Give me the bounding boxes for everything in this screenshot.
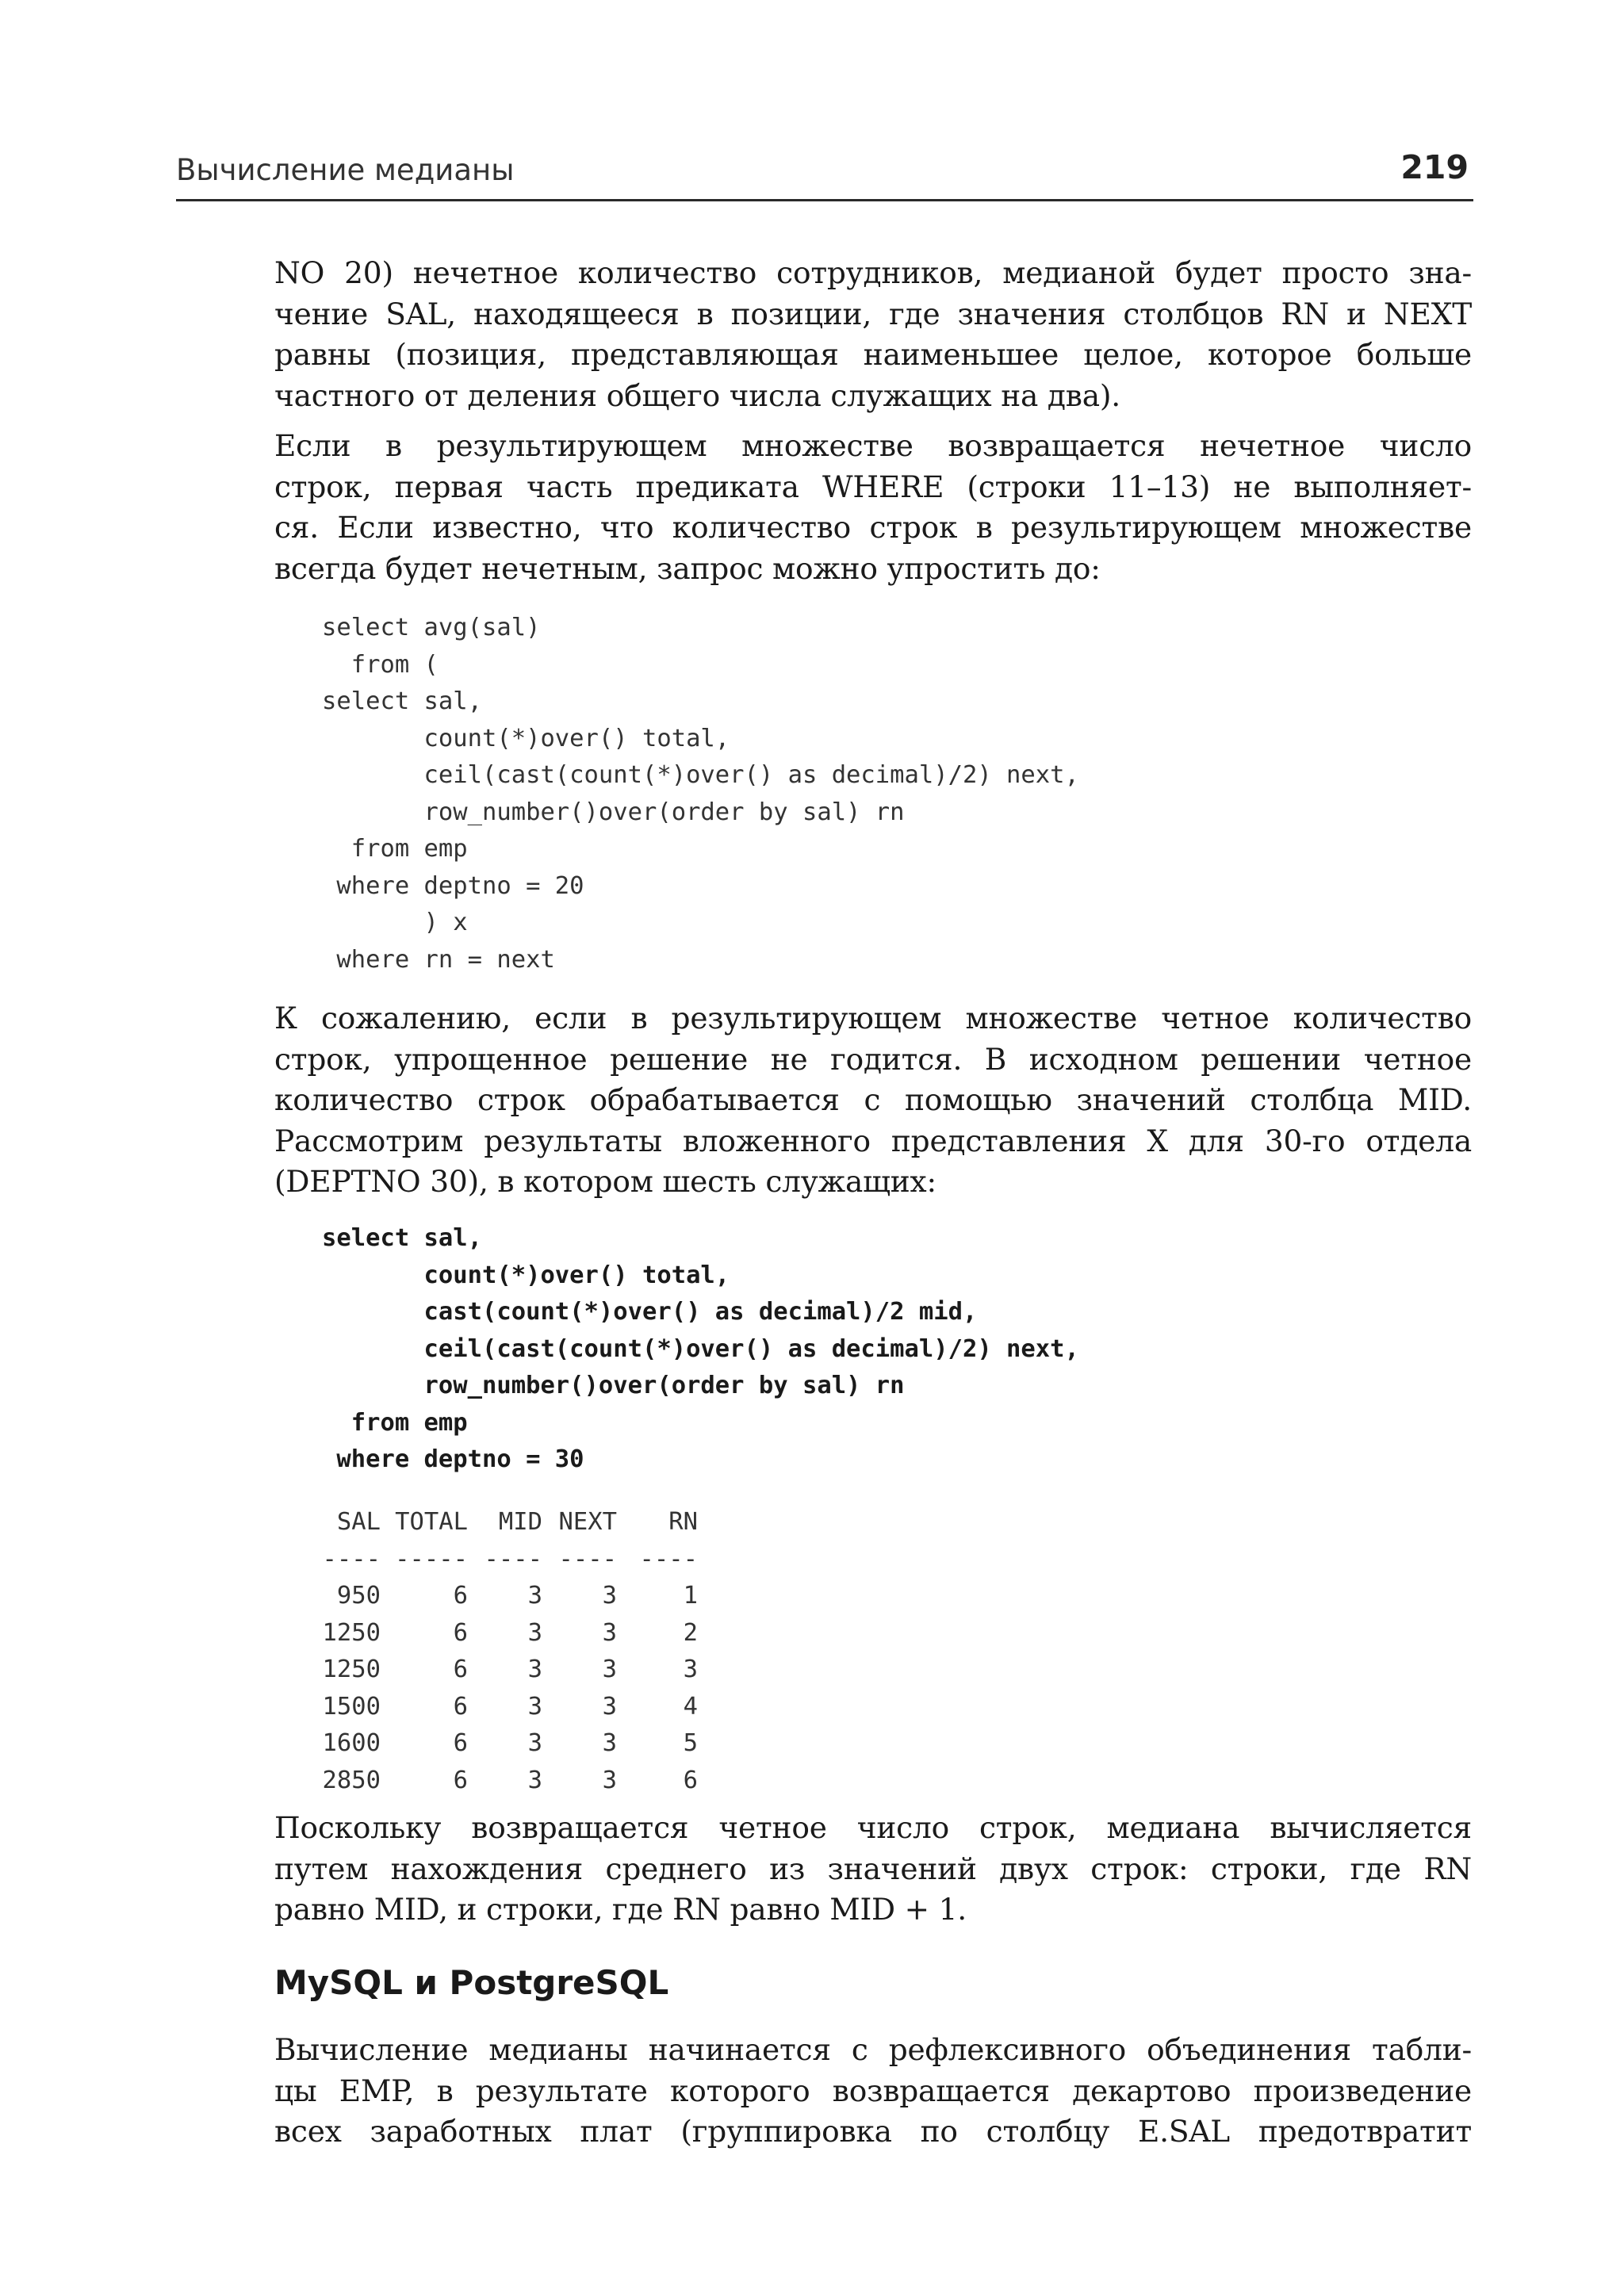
paragraph-4	[274, 1808, 1472, 1931]
paragraph-2	[274, 426, 1472, 589]
table-cell: 6	[453, 1582, 468, 1610]
table-cell: 3	[527, 1582, 542, 1610]
column-header: TOTAL	[395, 1508, 468, 1536]
table-row	[322, 1763, 698, 1800]
table-cell: 3	[527, 1692, 542, 1721]
paragraph-line: чение SAL, находящееся в позиции, где значения столбцов RN и NEXT	[274, 296, 1472, 331]
code-line: ceil(cast(count(*)over() as decimal)/2) next,	[322, 761, 1079, 789]
section-heading: MySQL и PostgreSQL	[274, 1963, 669, 2002]
table-cell: 6	[683, 1766, 698, 1794]
code-line: where deptno = 20	[322, 871, 584, 900]
query-result-table	[322, 1504, 698, 1799]
table-cell: 1500	[322, 1692, 381, 1721]
code-listing-1	[322, 610, 1079, 978]
table-cell: 950	[336, 1582, 381, 1610]
table-cell: 3	[527, 1656, 542, 1683]
table-cell: 3	[602, 1692, 617, 1721]
paragraph-line: строк, упрощенное решение не годится. В исходном решении четное	[274, 1041, 1472, 1077]
code-line: where rn = next	[322, 945, 555, 974]
table-cell: 3	[602, 1766, 617, 1794]
code-line: row_number()over(order by sal) rn	[322, 1372, 905, 1399]
code-line: ) x	[322, 909, 468, 936]
column-separator: -----	[395, 1545, 468, 1573]
table-cell: 1600	[322, 1729, 381, 1757]
paragraph-line: строк, первая часть предиката WHERE (строки 11–13) не выполняет-	[274, 469, 1472, 504]
paragraph-line: цы EMP, в результате которого возвращается декартово произведение	[274, 2073, 1472, 2108]
paragraph-line: Вычисление медианы начинается с рефлексивного объединения табли-	[274, 2032, 1472, 2067]
table-cell: 1250	[322, 1656, 381, 1683]
paragraph-5	[274, 2030, 1472, 2153]
table-row	[322, 1689, 698, 1726]
running-header	[176, 147, 1473, 201]
table-row	[322, 1578, 698, 1615]
code-line: ceil(cast(count(*)over() as decimal)/2) next,	[322, 1334, 1079, 1363]
paragraph-line: (DEPTNO 30), в котором шесть служащих:	[274, 1164, 936, 1199]
column-header: MID	[498, 1508, 542, 1536]
table-cell: 2	[683, 1618, 698, 1647]
paragraph-line: количество строк обрабатывается с помощью значений столбца MID.	[274, 1082, 1472, 1117]
table-row	[322, 1615, 698, 1652]
column-separator: ----	[484, 1545, 542, 1573]
table-cell: 3	[602, 1582, 617, 1610]
page-number: 219	[1400, 148, 1469, 186]
column-separator: ----	[558, 1545, 617, 1573]
paragraph-line: путем нахождения среднего из значений двух строк: строки, где RN	[274, 1851, 1472, 1886]
table-cell: 3	[602, 1618, 617, 1647]
paragraph-line: всегда будет нечетным, запрос можно упростить до:	[274, 550, 1101, 586]
column-header: RN	[668, 1508, 698, 1536]
column-header: NEXT	[558, 1508, 617, 1536]
code-line: count(*)over() total,	[322, 1261, 730, 1289]
code-line: from emp	[322, 1408, 468, 1437]
code-line: row_number()over(order by sal) rn	[322, 798, 905, 826]
table-row	[322, 1652, 698, 1689]
table-cell: 1	[683, 1582, 698, 1610]
paragraph-line: Если в результирующем множестве возвращается нечетное число	[274, 428, 1472, 463]
code-line: select sal,	[322, 1224, 482, 1252]
column-separator: ----	[322, 1545, 381, 1573]
column-header: SAL	[336, 1508, 381, 1536]
table-cell: 2850	[322, 1766, 381, 1794]
table-cell: 3	[527, 1618, 542, 1647]
table-cell: 3	[683, 1656, 698, 1683]
paragraph-1	[274, 253, 1472, 416]
code-line: select avg(sal)	[322, 614, 541, 641]
code-line: cast(count(*)over() as decimal)/2 mid,	[322, 1298, 978, 1326]
code-line: count(*)over() total,	[322, 724, 730, 752]
table-cell: 1250	[322, 1618, 381, 1647]
paragraph-line: Рассмотрим результаты вложенного представления X для 30-го отдела	[274, 1123, 1472, 1158]
code-listing-2	[322, 1220, 1079, 1479]
table-cell: 3	[602, 1729, 617, 1757]
table-cell: 6	[453, 1618, 468, 1647]
table-cell: 3	[527, 1766, 542, 1794]
column-separator: ----	[639, 1545, 698, 1573]
paragraph-line: всех заработных плат (группировка по столбцу E.SAL предотвратит	[274, 2114, 1472, 2149]
paragraph-line: Поскольку возвращается четное число строк, медиана вычисляется	[274, 1810, 1472, 1845]
code-line: from emp	[322, 835, 468, 863]
table-cell: 5	[683, 1729, 698, 1757]
table-cell: 3	[602, 1656, 617, 1683]
paragraph-line: равны (позиция, представляющая наименьшее целое, которое больше	[274, 337, 1472, 372]
paragraph-line: частного от деления общего числа служащих на два).	[274, 377, 1121, 413]
table-row	[322, 1725, 698, 1763]
table-separator-row	[322, 1541, 698, 1579]
table-cell: 6	[453, 1729, 468, 1757]
table-cell: 4	[683, 1692, 698, 1721]
header-title: Вычисление медианы	[176, 153, 515, 187]
table-cell: 3	[527, 1729, 542, 1757]
code-line: select sal,	[322, 687, 482, 715]
table-cell: 6	[453, 1656, 468, 1683]
paragraph-line: ся. Если известно, что количество строк в результирующем множестве	[274, 510, 1472, 545]
paragraph-line: К сожалению, если в результирующем множестве четное количество	[274, 1001, 1472, 1035]
code-line: from (	[322, 650, 439, 679]
code-line: where deptno = 30	[322, 1445, 584, 1473]
table-cell: 6	[453, 1692, 468, 1721]
table-header-row	[322, 1504, 698, 1541]
paragraph-line: NO 20) нечетное количество сотрудников, медианой будет просто зна-	[274, 255, 1472, 290]
table-cell: 6	[453, 1766, 468, 1794]
paragraph-3	[274, 998, 1472, 1203]
paragraph-line: равно MID, и строки, где RN равно MID + 1.	[274, 1892, 967, 1927]
